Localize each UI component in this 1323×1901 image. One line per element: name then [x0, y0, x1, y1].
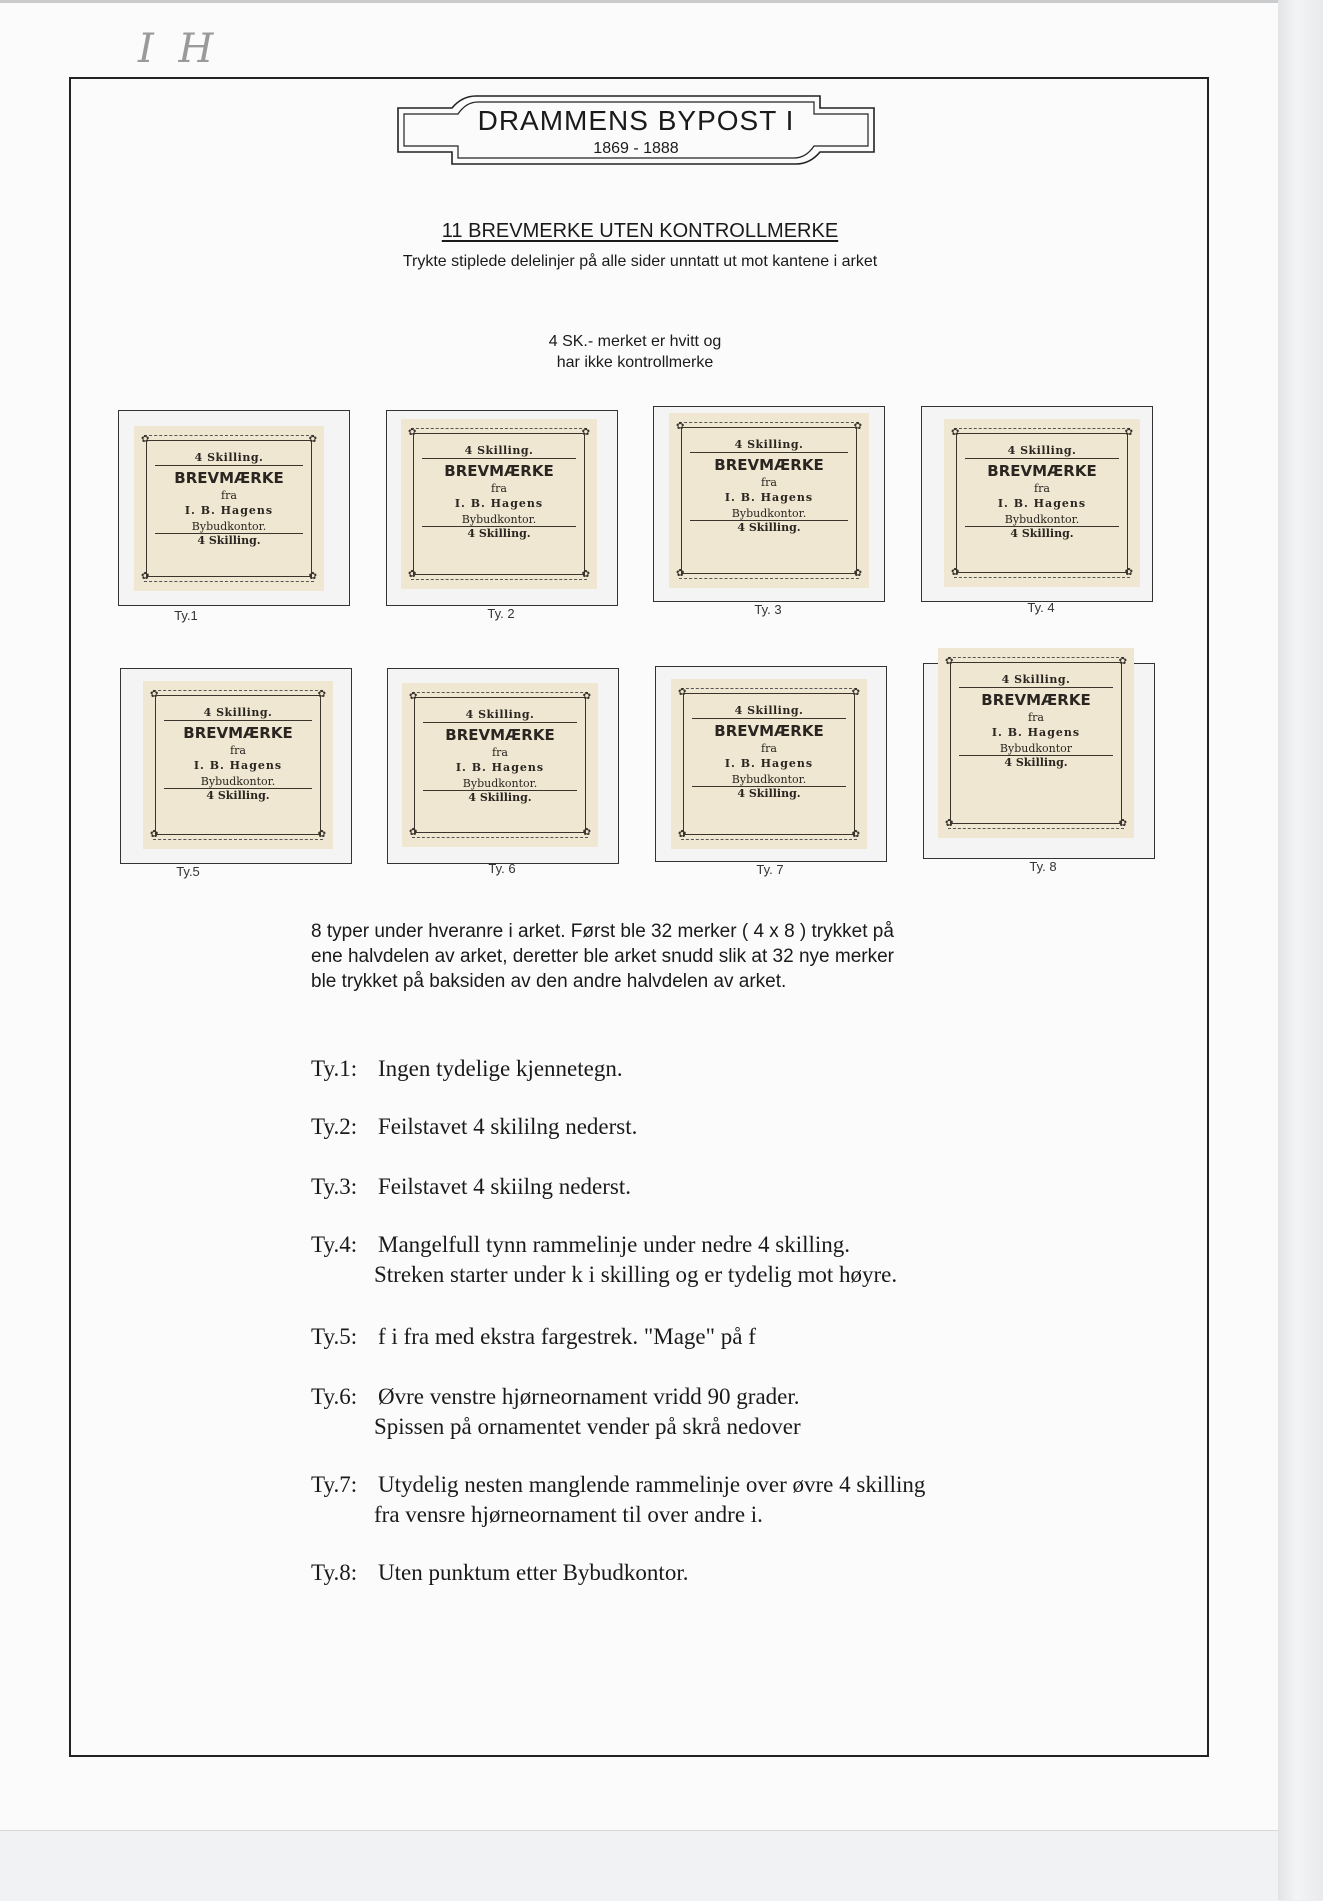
perforation-line — [679, 578, 859, 579]
perforation-line — [144, 581, 314, 582]
perforation-line — [412, 837, 588, 838]
stamp-text-top: 4 Skilling. — [1007, 444, 1077, 457]
corner-ornament-icon: ✿ — [945, 656, 954, 667]
corner-ornament-icon: ✿ — [676, 568, 685, 579]
stamp-mount-7 — [655, 666, 887, 862]
stamp-rule — [422, 458, 576, 459]
stamp-text-top: 4 Skilling. — [464, 444, 534, 457]
stamp-text-office: Bybudkontor. — [191, 520, 267, 533]
type-description-label: Ty.1: — [311, 1056, 358, 1081]
stamp-frame — [141, 434, 317, 582]
stamp-text-top: 4 Skilling. — [465, 708, 535, 721]
stamp — [938, 648, 1134, 838]
type-description-text: Øvre venstre hjørneornament vridd 90 grader. — [378, 1384, 800, 1409]
corner-ornament-icon: ✿ — [951, 567, 960, 578]
stamp-frame — [678, 687, 860, 840]
stamp — [944, 419, 1140, 587]
stamp — [143, 681, 333, 849]
stamp-text-bottom: 4 Skilling. — [197, 534, 261, 547]
type-description-text: Utydelig nesten manglende rammelinje over øvre 4 skilling — [378, 1472, 926, 1497]
stamp-type-label: Ty.1 — [174, 608, 198, 623]
stamp-text-name: I. B. Hagens — [724, 491, 814, 504]
stamp-type-label: Ty. 7 — [756, 862, 784, 877]
perforation-line — [948, 828, 1124, 829]
stamp-text-office: Bybudkontor. — [1004, 513, 1080, 526]
corner-ornament-icon: ✿ — [308, 434, 317, 445]
corner-ornament-icon: ✿ — [678, 829, 687, 840]
corner-ornament-icon: ✿ — [308, 571, 317, 582]
type-description-text: Ingen tydelige kjennetegn. — [378, 1056, 623, 1081]
stamp-mount-8 — [923, 656, 1155, 859]
stamp-text-top: 4 Skilling. — [734, 438, 804, 451]
type-description-label: Ty.6: — [311, 1384, 358, 1409]
page-title: DRAMMENS BYPOST I — [477, 105, 795, 136]
stamp-text-title: BREVMÆRKE — [714, 722, 824, 740]
page-bottom-edge — [0, 1830, 1278, 1901]
stamp-frame — [951, 427, 1133, 578]
stamp-text-fra: fra — [230, 744, 246, 757]
note-line: 4 SK.- merket er hvitt og — [548, 333, 722, 350]
stamp-text-fra: fra — [492, 746, 508, 759]
stamp-text-bottom: 4 Skilling. — [467, 527, 531, 540]
perforation-line — [412, 692, 588, 693]
intro-line: ble trykket på baksiden av den andre halvdelen av arket. — [311, 971, 787, 992]
type-description-label: Ty.5: — [311, 1324, 358, 1349]
stamp-text-top: 4 Skilling. — [194, 451, 264, 464]
stamp-note — [440, 331, 830, 373]
stamp-text-bottom: 4 Skilling. — [1004, 756, 1068, 769]
stamp-text-fra: fra — [221, 489, 237, 502]
stamp — [402, 683, 598, 847]
stamp-text-office: Bybudkontor. — [461, 513, 537, 526]
stamp-text-bottom: 4 Skilling. — [206, 789, 270, 802]
type-description-text: Feilstavet 4 skiilng nederst. — [378, 1174, 631, 1199]
stamp-text-office: Bybudkontor. — [200, 775, 276, 788]
corner-ornament-icon: ✿ — [581, 427, 590, 438]
section-heading: 11 BREVMERKE UTEN KONTROLLMERKE — [441, 220, 839, 242]
album-sleeve-edge — [1278, 0, 1323, 1900]
stamp-text-bottom: 4 Skilling. — [468, 791, 532, 804]
stamp — [401, 419, 597, 589]
corner-ornament-icon: ✿ — [951, 427, 960, 438]
stamp-rule — [965, 458, 1119, 459]
stamp-text-top: 4 Skilling. — [203, 706, 273, 719]
note-line: har ikke kontrollmerke — [556, 354, 714, 371]
stamp-text-fra: fra — [761, 742, 777, 755]
stamp-text-name: I. B. Hagens — [724, 757, 814, 770]
stamp-text-name: I. B. Hagens — [997, 497, 1087, 510]
stamp-text-name: I. B. Hagens — [991, 726, 1081, 739]
corner-ornament-icon: ✿ — [853, 568, 862, 579]
stamp-text-name: I. B. Hagens — [454, 497, 544, 510]
stamp-text-name: I. B. Hagens — [455, 761, 545, 774]
perforation-line — [411, 579, 587, 580]
stamp-frame — [409, 691, 591, 838]
stamp-text-bottom: 4 Skilling. — [737, 521, 801, 534]
corner-ornament-icon: ✿ — [150, 829, 159, 840]
type-description-text: Uten punktum etter Bybudkontor. — [378, 1560, 689, 1585]
stamp-mount-2 — [386, 410, 618, 606]
perforation-line — [681, 688, 857, 689]
corner-ornament-icon: ✿ — [150, 689, 159, 700]
corner-ornament-icon: ✿ — [853, 421, 862, 432]
stamp-type-label: Ty. 8 — [1029, 859, 1057, 874]
stamp-rule — [692, 718, 846, 719]
corner-ornament-icon: ✿ — [676, 421, 685, 432]
stamp-text-bottom: 4 Skilling. — [1010, 527, 1074, 540]
type-description-label: Ty.4: — [311, 1232, 358, 1257]
stamp — [671, 679, 867, 849]
stamp-mount-5 — [120, 668, 352, 864]
stamp-rule — [959, 687, 1113, 688]
stamp-text-office: Bybudkontor. — [462, 777, 538, 790]
stamp-text-fra: fra — [1028, 711, 1044, 724]
type-description-label: Ty.3: — [311, 1174, 358, 1199]
stamp-text-bottom: 4 Skilling. — [737, 787, 801, 800]
stamp-frame — [408, 427, 590, 580]
stamp-text-title: BREVMÆRKE — [714, 456, 824, 474]
corner-ornament-icon: ✿ — [141, 434, 150, 445]
stamp-rule — [690, 452, 848, 453]
stamp-mount-3 — [653, 406, 885, 602]
corner-ornament-icon: ✿ — [409, 691, 418, 702]
corner-ornament-icon: ✿ — [1124, 427, 1133, 438]
stamp-type-label: Ty.5 — [176, 864, 200, 879]
stamp-text-top: 4 Skilling. — [1001, 673, 1071, 686]
corner-ornament-icon: ✿ — [582, 691, 591, 702]
stamp-text-fra: fra — [761, 476, 777, 489]
type-description-label: Ty.8: — [311, 1560, 358, 1585]
corner-ornament-icon: ✿ — [317, 689, 326, 700]
stamp-frame — [945, 656, 1127, 829]
stamp-text-title: BREVMÆRKE — [445, 726, 555, 744]
perforation-line — [153, 839, 323, 840]
perforation-line — [153, 690, 323, 691]
handwritten-note: I H — [138, 26, 220, 72]
intro-line: ene halvdelen av arket, deretter ble arket snudd slik at 32 nye merker — [311, 946, 894, 967]
type-description-text: Mangelfull tynn rammelinje under nedre 4 skilling. — [378, 1232, 851, 1257]
stamp-text-name: I. B. Hagens — [193, 759, 283, 772]
stamp-text-office: Bybudkontor. — [731, 507, 807, 520]
stamp-mount-4 — [921, 406, 1153, 602]
stamp-text-office: Bybudkontor. — [731, 773, 807, 786]
perforation-line — [144, 435, 314, 436]
stamp-text-fra: fra — [491, 482, 507, 495]
perforation-line — [411, 428, 587, 429]
perforation-line — [954, 428, 1130, 429]
corner-ornament-icon: ✿ — [678, 687, 687, 698]
stamp-text-fra: fra — [1034, 482, 1050, 495]
corner-ornament-icon: ✿ — [581, 569, 590, 580]
section-description: Trykte stiplede delelinjer på alle sider unntatt ut mot kantene i arket — [402, 253, 878, 270]
stamp-rule — [423, 722, 577, 723]
corner-ornament-icon: ✿ — [141, 571, 150, 582]
stamp-type-label: Ty. 2 — [487, 606, 515, 621]
stamp-text-office: Bybudkontor — [999, 742, 1073, 755]
corner-ornament-icon: ✿ — [317, 829, 326, 840]
type-description-text: Streken starter under k i skilling og er tydelig mot høyre. — [374, 1262, 898, 1287]
stamp-text-title: BREVMÆRKE — [444, 462, 554, 480]
type-description-text: fra vensre hjørneornament til over andre i. — [374, 1502, 763, 1527]
corner-ornament-icon: ✿ — [1118, 818, 1127, 829]
page-years: 1869 - 1888 — [593, 140, 679, 157]
stamp-text-title: BREVMÆRKE — [981, 691, 1091, 709]
stamp-frame — [150, 689, 326, 840]
type-description-text: Feilstavet 4 skililng nederst. — [378, 1114, 638, 1139]
title-cartouche — [396, 94, 876, 166]
corner-ornament-icon: ✿ — [945, 818, 954, 829]
type-description-label: Ty.2: — [311, 1114, 358, 1139]
type-description-label: Ty.7: — [311, 1472, 358, 1497]
type-description-text: f i fra med ekstra fargestrek. "Mage" på f — [378, 1324, 756, 1349]
intro-paragraph — [311, 919, 1011, 994]
perforation-line — [681, 839, 857, 840]
corner-ornament-icon: ✿ — [851, 829, 860, 840]
corner-ornament-icon: ✿ — [1124, 567, 1133, 578]
stamp-type-label: Ty. 3 — [754, 602, 782, 617]
corner-ornament-icon: ✿ — [1118, 656, 1127, 667]
stamp-rule — [155, 465, 303, 466]
stamp-frame — [676, 421, 862, 579]
stamp-type-label: Ty. 6 — [488, 861, 516, 876]
stamp-text-top: 4 Skilling. — [734, 704, 804, 717]
stamp-type-label: Ty. 4 — [1027, 600, 1055, 615]
stamp-rule — [164, 720, 312, 721]
page-top-edge — [0, 0, 1278, 3]
stamp — [669, 413, 869, 588]
corner-ornament-icon: ✿ — [408, 569, 417, 580]
corner-ornament-icon: ✿ — [409, 827, 418, 838]
stamp-mount-6 — [387, 668, 619, 864]
perforation-line — [954, 577, 1130, 578]
type-description-text: Spissen på ornamentet vender på skrå nedover — [374, 1414, 801, 1439]
corner-ornament-icon: ✿ — [408, 427, 417, 438]
stamp-text-name: I. B. Hagens — [184, 504, 274, 517]
corner-ornament-icon: ✿ — [851, 687, 860, 698]
perforation-line — [948, 657, 1124, 658]
perforation-line — [679, 422, 859, 423]
stamp-text-title: BREVMÆRKE — [987, 462, 1097, 480]
stamp-text-title: BREVMÆRKE — [183, 724, 293, 742]
intro-line: 8 typer under hveranre i arket. Først ble 32 merker ( 4 x 8 ) trykket på — [311, 921, 894, 942]
stamp-mount-1 — [118, 410, 350, 606]
stamp-text-title: BREVMÆRKE — [174, 469, 284, 487]
stamp — [134, 426, 324, 591]
corner-ornament-icon: ✿ — [582, 827, 591, 838]
